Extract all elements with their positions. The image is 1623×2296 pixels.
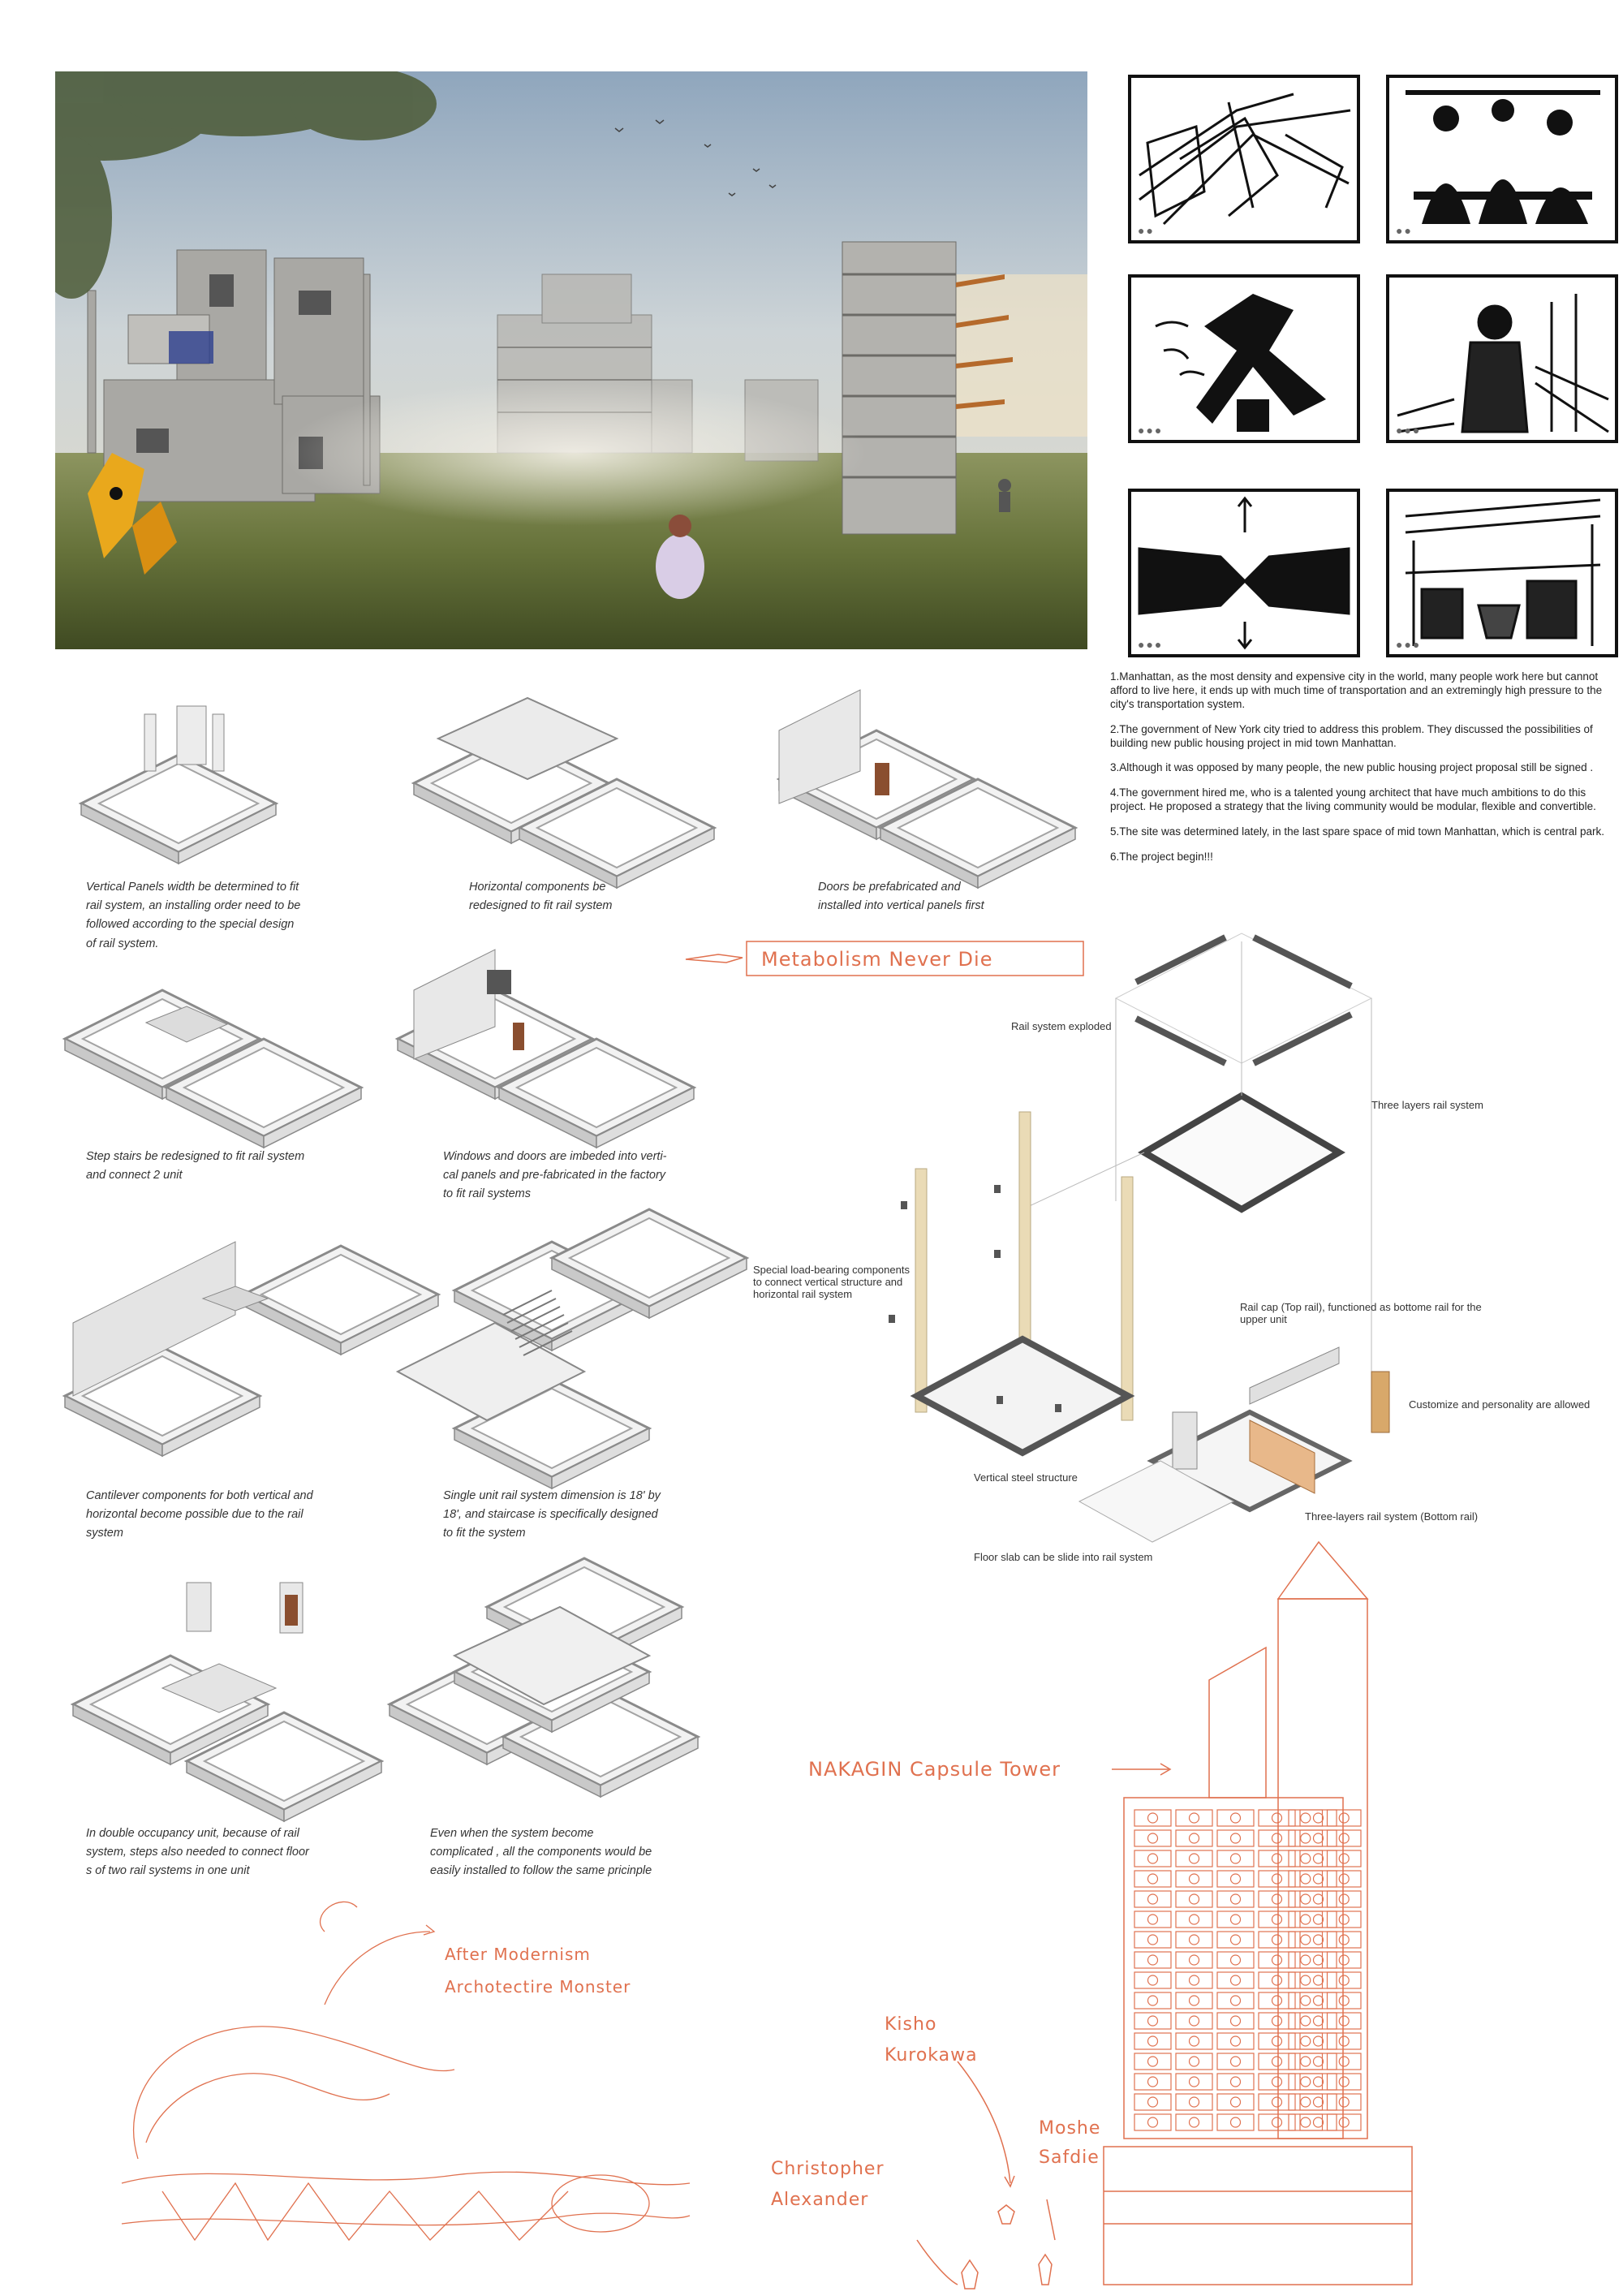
diagram-doors (779, 690, 1075, 888)
caption-vertical-panels: Vertical Panels width be determined to fit rail system, an installing order need to be followed according to the special design of rail system. (86, 881, 301, 950)
capsule-module (1289, 1952, 1323, 1968)
capsule-window (1190, 1894, 1199, 1904)
capsule-window (1231, 2036, 1241, 2046)
capsule-window (1272, 2077, 1282, 2087)
capsule-module (1217, 2053, 1254, 2070)
note-nakagin: NAKAGIN Capsule Tower (808, 1758, 1061, 1781)
capsule-module (1300, 1972, 1337, 1988)
capsule-window (1190, 1854, 1199, 1863)
capsule-module (1176, 1871, 1212, 1887)
capsule-module (1176, 2013, 1212, 2029)
capsule-module (1217, 1972, 1254, 1988)
capsule-module (1176, 2114, 1212, 2130)
note-kurokawa-2: Kurokawa (885, 2045, 978, 2066)
capsule-module (1289, 1972, 1323, 1988)
capsule-window (1272, 2057, 1282, 2066)
capsule-module (1289, 1830, 1323, 1846)
capsule-module (1134, 1952, 1171, 1968)
capsule-window (1272, 1894, 1282, 1904)
capsule-window (1148, 1915, 1158, 1924)
capsule-module (1176, 2074, 1212, 2090)
capsule-window (1231, 1813, 1241, 1823)
capsule-module (1134, 2033, 1171, 2049)
capsule-window (1339, 1975, 1349, 1985)
capsule-window (1301, 1935, 1311, 1945)
storyboard-frame-2: ●● (1386, 75, 1618, 243)
capsule-window (1339, 2016, 1349, 2026)
capsule-module (1176, 1992, 1212, 2009)
capsule-window (1231, 1915, 1241, 1924)
caption-horizontal-components: Horizontal components be redesigned to fit rail system (469, 881, 613, 913)
caption-single-unit: Single unit rail system dimension is 18' by 18', and staircase is specifically designed to fit the system (443, 1489, 661, 1540)
capsule-window (1148, 1833, 1158, 1843)
note-safdie-2: Safdie (1039, 2147, 1100, 2168)
capsule-module (1176, 2033, 1212, 2049)
capsule-window (1231, 1833, 1241, 1843)
caption-doors: Doors be prefabricated and installed into vertical panels first (818, 881, 984, 913)
capsule-window (1231, 2117, 1241, 2127)
capsule-module (1300, 1830, 1337, 1846)
capsule-window (1231, 1996, 1241, 2005)
capsule-window (1190, 2117, 1199, 2127)
capsule-module (1289, 1850, 1323, 1867)
capsule-window (1272, 1955, 1282, 1965)
capsule-module (1134, 1871, 1171, 1887)
capsule-module (1328, 1932, 1362, 1948)
capsule-module (1259, 2074, 1295, 2090)
capsule-module (1259, 1952, 1295, 1968)
capsule-window (1339, 1894, 1349, 1904)
capsule-window (1190, 2077, 1199, 2087)
capsule-window (1272, 2097, 1282, 2107)
capsule-window (1190, 2016, 1199, 2026)
note-monster: Archotectire Monster (445, 1977, 631, 1997)
capsule-window (1190, 1915, 1199, 1924)
nakagin-capsules (1134, 1810, 1361, 2130)
capsule-window (1314, 2016, 1324, 2026)
capsule-module (1134, 2094, 1171, 2110)
capsule-module (1328, 1871, 1362, 1887)
diagram-windows-doors (398, 950, 694, 1148)
capsule-module (1300, 1891, 1337, 1907)
narrative-6: 6.The project begin!!! (1110, 850, 1213, 863)
capsule-window (1148, 1975, 1158, 1985)
caption-cantilever: Cantilever components for both vertical and horizontal become possible due to the rail system (86, 1489, 313, 1540)
caption-windows-doors: Windows and doors are imbeded into verti-cal panels and pre-fabricated in the factory to fit rail systems (443, 1150, 667, 1201)
capsule-window (1231, 1894, 1241, 1904)
capsule-module (1300, 2053, 1337, 2070)
capsule-module (1300, 1952, 1337, 1968)
capsule-module (1176, 1972, 1212, 1988)
capsule-module (1217, 1932, 1254, 1948)
label-vertical-steel: Vertical steel structure (974, 1471, 1078, 1484)
capsule-module (1300, 1911, 1337, 1928)
capsule-module (1259, 1932, 1295, 1948)
capsule-module (1217, 1911, 1254, 1928)
capsule-window (1231, 1854, 1241, 1863)
capsule-module (1289, 1871, 1323, 1887)
capsule-window (1301, 1996, 1311, 2005)
capsule-module (1259, 1972, 1295, 1988)
capsule-window (1231, 2057, 1241, 2066)
storyboard-frame-4: ●●● (1386, 274, 1618, 443)
capsule-window (1301, 1975, 1311, 1985)
capsule-window (1339, 1854, 1349, 1863)
capsule-module (1328, 1952, 1362, 1968)
capsule-window (1339, 2097, 1349, 2107)
caption-step-stairs: Step stairs be redesigned to fit rail system and connect 2 unit (86, 1150, 305, 1182)
capsule-window (1339, 2057, 1349, 2066)
capsule-module (1328, 1830, 1362, 1846)
capsule-module (1259, 1871, 1295, 1887)
capsule-window (1339, 2077, 1349, 2087)
capsule-window (1231, 1975, 1241, 1985)
capsule-window (1190, 2057, 1199, 2066)
capsule-module (1300, 1992, 1337, 2009)
diagram-complex-system (390, 1558, 698, 1797)
capsule-module (1217, 1952, 1254, 1968)
capsule-module (1328, 2033, 1362, 2049)
label-rail-cap: Rail cap (Top rail), functioned as bottome rail for the upper unit (1240, 1301, 1482, 1325)
capsule-module (1328, 1911, 1362, 1928)
capsule-window (1339, 1813, 1349, 1823)
capsule-module (1289, 1810, 1323, 1826)
capsule-module (1328, 2053, 1362, 2070)
note-after-modernism: After Modernism (445, 1945, 591, 1964)
narrative-4: 4.The government hired me, who is a talented young architect that have much ambitions to do this project. He proposed a strategy that the living community would be modular, flexible and convertible. (1110, 786, 1596, 813)
capsule-module (1300, 2094, 1337, 2110)
capsule-module (1259, 2013, 1295, 2029)
capsule-window (1339, 2117, 1349, 2127)
capsule-window (1190, 1935, 1199, 1945)
capsule-module (1300, 2114, 1337, 2130)
narrative-3: 3.Although it was opposed by many people, the new public housing project proposal still be signed . (1110, 761, 1594, 774)
capsule-window (1272, 1813, 1282, 1823)
diagram-cantilever (65, 1242, 438, 1456)
capsule-module (1134, 2114, 1171, 2130)
capsule-module (1328, 1972, 1362, 1988)
capsule-window (1314, 1833, 1324, 1843)
capsule-module (1289, 2013, 1323, 2029)
capsule-module (1259, 1992, 1295, 2009)
capsule-window (1339, 1996, 1349, 2005)
capsule-module (1289, 2094, 1323, 2110)
capsule-module (1217, 2013, 1254, 2029)
capsule-module (1176, 2094, 1212, 2110)
diagram-step-stairs (65, 990, 361, 1148)
capsule-window (1301, 1854, 1311, 1863)
capsule-module (1259, 2053, 1295, 2070)
capsule-module (1217, 1992, 1254, 2009)
capsule-window (1148, 2097, 1158, 2107)
storyboard-frame-6: ●●● (1386, 489, 1618, 657)
capsule-module (1134, 1830, 1171, 1846)
capsule-module (1328, 1810, 1362, 1826)
capsule-window (1314, 2077, 1324, 2087)
capsule-window (1314, 1854, 1324, 1863)
nakagin-tower-sketch (1104, 1542, 1412, 2285)
capsule-module (1176, 1830, 1212, 1846)
capsule-window (1301, 2057, 1311, 2066)
capsule-module (1176, 1850, 1212, 1867)
capsule-module (1259, 1830, 1295, 1846)
diagram-horizontal-components (414, 698, 714, 888)
capsule-window (1148, 2057, 1158, 2066)
capsule-module (1217, 1830, 1254, 1846)
capsule-module (1300, 2074, 1337, 2090)
capsule-window (1301, 2077, 1311, 2087)
capsule-window (1231, 1935, 1241, 1945)
capsule-window (1148, 1894, 1158, 1904)
capsule-window (1339, 1935, 1349, 1945)
capsule-module (1289, 2114, 1323, 2130)
capsule-module (1134, 2053, 1171, 2070)
diagram-vertical-panels (81, 706, 276, 864)
capsule-window (1301, 1813, 1311, 1823)
diagram-single-unit-staircase (398, 1209, 747, 1488)
capsule-window (1301, 1833, 1311, 1843)
capsule-window (1314, 1894, 1324, 1904)
caption-double-occupancy: In double occupancy unit, because of rail system, steps also needed to connect floor s of two rail systems in one unit (86, 1827, 309, 1878)
capsule-window (1190, 2036, 1199, 2046)
capsule-module (1328, 2094, 1362, 2110)
capsule-window (1301, 2016, 1311, 2026)
capsule-module (1217, 1871, 1254, 1887)
capsule-module (1176, 2053, 1212, 2070)
monster-sketch (122, 1902, 690, 2240)
capsule-module (1217, 2114, 1254, 2130)
capsule-module (1134, 1810, 1171, 1826)
capsule-window (1314, 1996, 1324, 2005)
annotation-arrows (917, 1764, 1170, 2289)
capsule-window (1231, 2016, 1241, 2026)
capsule-window (1272, 1915, 1282, 1924)
capsule-module (1300, 1850, 1337, 1867)
capsule-module (1300, 1871, 1337, 1887)
capsule-window (1339, 1833, 1349, 1843)
capsule-module (1134, 1891, 1171, 1907)
capsule-module (1176, 1952, 1212, 1968)
capsule-window (1301, 1955, 1311, 1965)
capsule-window (1301, 1915, 1311, 1924)
narrative-1: 1.Manhattan, as the most density and expensive city in the world, many people work here but cannot afford to live here, it ends up with much time of transportation and an extremingly high pressure to the city's transportation system. (1110, 670, 1603, 710)
capsule-module (1217, 1850, 1254, 1867)
capsule-module (1289, 1911, 1323, 1928)
capsule-module (1300, 1810, 1337, 1826)
capsule-window (1148, 1813, 1158, 1823)
capsule-window (1314, 1813, 1324, 1823)
capsule-module (1328, 2074, 1362, 2090)
capsule-window (1301, 1894, 1311, 1904)
note-kurokawa-1: Kisho (885, 2014, 937, 2035)
note-safdie-1: Moshe (1039, 2118, 1101, 2139)
label-floor-slab: Floor slab can be slide into rail system (974, 1551, 1153, 1563)
note-alexander-1: Christopher (771, 2159, 885, 2179)
capsule-window (1272, 1874, 1282, 1884)
capsule-window (1314, 1915, 1324, 1924)
capsule-module (1289, 1932, 1323, 1948)
capsule-window (1190, 1975, 1199, 1985)
capsule-module (1259, 2033, 1295, 2049)
capsule-module (1259, 1850, 1295, 1867)
capsule-module (1134, 1972, 1171, 1988)
capsule-module (1176, 1911, 1212, 1928)
capsule-module (1259, 2094, 1295, 2110)
storyboard-frame-3: ●●● (1128, 274, 1360, 443)
capsule-window (1231, 1874, 1241, 1884)
capsule-module (1176, 1891, 1212, 1907)
label-three-layers: Three layers rail system (1371, 1099, 1483, 1111)
capsule-module (1176, 1810, 1212, 1826)
capsule-window (1148, 1955, 1158, 1965)
capsule-module (1134, 2013, 1171, 2029)
capsule-window (1314, 1935, 1324, 1945)
capsule-module (1134, 1932, 1171, 1948)
capsule-window (1272, 2016, 1282, 2026)
capsule-window (1339, 2036, 1349, 2046)
capsule-window (1148, 2016, 1158, 2026)
capsule-window (1314, 1955, 1324, 1965)
capsule-window (1231, 2097, 1241, 2107)
caption-complex-system: Even when the system become complicated , all the components would be easily installed to follow the same pricinple (430, 1827, 652, 1878)
capsule-module (1217, 2033, 1254, 2049)
diagram-double-occupancy (73, 1583, 381, 1821)
capsule-window (1301, 1874, 1311, 1884)
capsule-module (1259, 1810, 1295, 1826)
capsule-module (1217, 1810, 1254, 1826)
capsule-module (1328, 1992, 1362, 2009)
capsule-window (1339, 1915, 1349, 1924)
capsule-window (1314, 2036, 1324, 2046)
capsule-module (1328, 1891, 1362, 1907)
label-customize: Customize and personality are allowed (1409, 1398, 1591, 1411)
capsule-window (1148, 2117, 1158, 2127)
capsule-module (1328, 1850, 1362, 1867)
capsule-module (1134, 1850, 1171, 1867)
storyboard-frame-1: ●● (1128, 75, 1360, 243)
capsule-window (1190, 1955, 1199, 1965)
storyboard-frame-5: ●●● (1128, 489, 1360, 657)
capsule-window (1190, 1813, 1199, 1823)
capsule-window (1314, 1975, 1324, 1985)
capsule-module (1176, 1932, 1212, 1948)
capsule-module (1300, 1932, 1337, 1948)
exploded-rail-system (889, 933, 1389, 1542)
capsule-window (1190, 1996, 1199, 2005)
capsule-module (1328, 2114, 1362, 2130)
capsule-module (1289, 1992, 1323, 2009)
capsule-window (1314, 2117, 1324, 2127)
narrative-5: 5.The site was determined lately, in the last spare space of mid town Manhattan, which is central park. (1110, 825, 1605, 838)
label-rail-exploded: Rail system exploded (1011, 1020, 1112, 1032)
capsule-module (1300, 2013, 1337, 2029)
capsule-module (1289, 1891, 1323, 1907)
capsule-window (1314, 2097, 1324, 2107)
capsule-window (1148, 1996, 1158, 2005)
note-metabolism: Metabolism Never Die (761, 948, 993, 971)
note-alexander-2: Alexander (771, 2190, 869, 2210)
capsule-module (1217, 2094, 1254, 2110)
capsule-module (1289, 2033, 1323, 2049)
capsule-window (1339, 1874, 1349, 1884)
capsule-module (1289, 2053, 1323, 2070)
capsule-module (1217, 2074, 1254, 2090)
capsule-window (1148, 1874, 1158, 1884)
capsule-window (1231, 2077, 1241, 2087)
narrative-2: 2.The government of New York city tried to address this problem. They discussed the possibilities of building new public housing project in mid town Manhattan. (1110, 722, 1593, 749)
capsule-module (1134, 2074, 1171, 2090)
label-bottom-rail: Three-layers rail system (Bottom rail) (1305, 1510, 1479, 1523)
capsule-module (1134, 1992, 1171, 2009)
capsule-module (1328, 2013, 1362, 2029)
capsule-module (1289, 2074, 1323, 2090)
label-special-components: Special load-bearing components to connect vertical structure and horizontal rail system (753, 1264, 910, 1300)
capsule-window (1272, 1833, 1282, 1843)
capsule-module (1217, 1891, 1254, 1907)
capsule-window (1148, 1935, 1158, 1945)
capsule-window (1272, 1996, 1282, 2005)
capsule-window (1301, 2036, 1311, 2046)
capsule-window (1148, 2036, 1158, 2046)
capsule-module (1134, 1911, 1171, 1928)
capsule-window (1231, 1955, 1241, 1965)
capsule-window (1190, 1874, 1199, 1884)
capsule-window (1272, 1975, 1282, 1985)
capsule-window (1301, 2117, 1311, 2127)
capsule-window (1314, 2057, 1324, 2066)
capsule-window (1314, 1874, 1324, 1884)
capsule-window (1190, 1833, 1199, 1843)
capsule-window (1272, 1854, 1282, 1863)
capsule-module (1259, 1891, 1295, 1907)
capsule-window (1272, 2117, 1282, 2127)
capsule-window (1148, 2077, 1158, 2087)
capsule-window (1190, 2097, 1199, 2107)
capsule-module (1259, 2114, 1295, 2130)
capsule-window (1148, 1854, 1158, 1863)
capsule-module (1259, 1911, 1295, 1928)
capsule-window (1272, 1935, 1282, 1945)
capsule-window (1272, 2036, 1282, 2046)
capsule-window (1339, 1955, 1349, 1965)
capsule-module (1300, 2033, 1337, 2049)
capsule-window (1301, 2097, 1311, 2107)
